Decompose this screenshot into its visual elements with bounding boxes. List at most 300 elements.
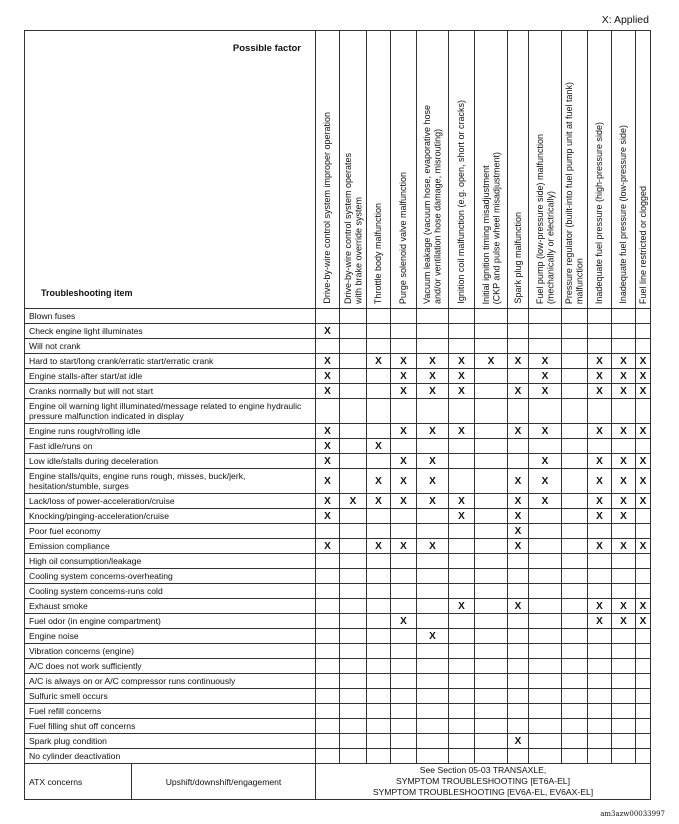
applied-mark-cell bbox=[391, 309, 417, 324]
applied-mark-cell: X bbox=[636, 599, 651, 614]
applied-mark-cell: X bbox=[612, 354, 636, 369]
applied-mark-cell bbox=[529, 569, 562, 584]
applied-mark-cell: X bbox=[508, 384, 529, 399]
applied-mark-cell bbox=[316, 659, 340, 674]
table-row bbox=[25, 734, 651, 749]
applied-mark-cell bbox=[562, 509, 588, 524]
table-row bbox=[25, 659, 651, 674]
factor-column-label: Ignition coil malfunction (e.g. open, short or cracks) bbox=[456, 100, 467, 304]
applied-mark-cell bbox=[588, 734, 612, 749]
applied-mark-cell: X bbox=[529, 369, 562, 384]
applied-mark-cell: X bbox=[612, 494, 636, 509]
applied-mark-cell bbox=[508, 689, 529, 704]
applied-mark-cell bbox=[475, 324, 508, 339]
applied-mark-cell bbox=[529, 749, 562, 764]
applied-mark-cell bbox=[529, 704, 562, 719]
applied-mark-cell bbox=[612, 309, 636, 324]
header-row bbox=[25, 31, 651, 309]
applied-mark-cell: X bbox=[417, 354, 449, 369]
troubleshooting-item: Hard to start/long crank/erratic start/erratic crank bbox=[25, 354, 316, 369]
applied-mark-cell bbox=[562, 599, 588, 614]
troubleshooting-item: Will not crank bbox=[25, 339, 316, 354]
applied-mark-cell bbox=[367, 369, 391, 384]
possible-factor-label: Possible factor bbox=[232, 43, 301, 54]
applied-mark-cell bbox=[475, 674, 508, 689]
applied-mark-cell bbox=[417, 734, 449, 749]
troubleshooting-item: Poor fuel economy bbox=[25, 524, 316, 539]
applied-mark-cell bbox=[562, 569, 588, 584]
applied-mark-cell: X bbox=[529, 384, 562, 399]
applied-mark-cell bbox=[475, 629, 508, 644]
applied-mark-cell bbox=[529, 509, 562, 524]
table-row bbox=[25, 469, 651, 494]
atx-item: ATX concerns bbox=[25, 764, 132, 800]
applied-mark-cell bbox=[340, 454, 367, 469]
applied-mark-cell bbox=[529, 524, 562, 539]
applied-mark-cell bbox=[449, 719, 475, 734]
applied-mark-cell bbox=[316, 399, 340, 424]
applied-mark-cell bbox=[475, 439, 508, 454]
applied-mark-cell bbox=[367, 749, 391, 764]
applied-mark-cell bbox=[367, 399, 391, 424]
troubleshooting-item: Low idle/stalls during deceleration bbox=[25, 454, 316, 469]
applied-mark-cell bbox=[367, 584, 391, 599]
applied-mark-cell: X bbox=[417, 494, 449, 509]
applied-mark-cell: X bbox=[391, 454, 417, 469]
applied-mark-cell bbox=[340, 614, 367, 629]
applied-mark-cell bbox=[316, 599, 340, 614]
troubleshooting-item: No cylinder deactivation bbox=[25, 749, 316, 764]
applied-mark-cell: X bbox=[612, 369, 636, 384]
applied-mark-cell bbox=[475, 644, 508, 659]
applied-mark-cell: X bbox=[588, 384, 612, 399]
applied-mark-cell: X bbox=[588, 369, 612, 384]
applied-mark-cell: X bbox=[612, 424, 636, 439]
applied-mark-cell bbox=[529, 659, 562, 674]
applied-mark-cell: X bbox=[588, 454, 612, 469]
factor-column-label: Drive-by-wire control system improper operation bbox=[322, 112, 333, 304]
applied-mark-cell: X bbox=[417, 469, 449, 494]
applied-mark-cell: X bbox=[316, 369, 340, 384]
applied-mark-cell bbox=[449, 309, 475, 324]
applied-mark-cell bbox=[588, 569, 612, 584]
applied-mark-cell: X bbox=[508, 734, 529, 749]
applied-mark-cell bbox=[316, 749, 340, 764]
legend: X: Applied bbox=[601, 14, 649, 26]
applied-mark-cell bbox=[475, 659, 508, 674]
applied-mark-cell bbox=[367, 309, 391, 324]
applied-mark-cell bbox=[562, 554, 588, 569]
factor-column-header bbox=[529, 31, 562, 309]
applied-mark-cell: X bbox=[449, 354, 475, 369]
applied-mark-cell bbox=[636, 704, 651, 719]
applied-mark-cell: X bbox=[391, 384, 417, 399]
applied-mark-cell bbox=[391, 659, 417, 674]
applied-mark-cell bbox=[529, 689, 562, 704]
applied-mark-cell bbox=[475, 494, 508, 509]
applied-mark-cell bbox=[316, 629, 340, 644]
table-row bbox=[25, 354, 651, 369]
applied-mark-cell bbox=[449, 539, 475, 554]
applied-mark-cell bbox=[508, 704, 529, 719]
applied-mark-cell bbox=[367, 569, 391, 584]
applied-mark-cell bbox=[391, 399, 417, 424]
troubleshooting-item: Fuel odor (in engine compartment) bbox=[25, 614, 316, 629]
applied-mark-cell bbox=[612, 584, 636, 599]
applied-mark-cell bbox=[316, 309, 340, 324]
applied-mark-cell bbox=[636, 339, 651, 354]
applied-mark-cell bbox=[612, 339, 636, 354]
factor-column-label: Initial ignition timing misadjustment (CKP and pulse wheel misadjustment) bbox=[480, 151, 501, 304]
applied-mark-cell bbox=[529, 584, 562, 599]
applied-mark-cell bbox=[316, 584, 340, 599]
table-row bbox=[25, 719, 651, 734]
factor-column-label: Inadequate fuel pressure (low-pressure side) bbox=[618, 125, 629, 304]
applied-mark-cell bbox=[340, 439, 367, 454]
applied-mark-cell bbox=[367, 509, 391, 524]
applied-mark-cell: X bbox=[508, 494, 529, 509]
table-row bbox=[25, 369, 651, 384]
applied-mark-cell bbox=[417, 309, 449, 324]
applied-mark-cell bbox=[340, 689, 367, 704]
applied-mark-cell bbox=[449, 674, 475, 689]
factor-column-label: Pressure regulator (built-into fuel pump unit at fuel tank) malfunction bbox=[564, 81, 585, 304]
applied-mark-cell: X bbox=[636, 384, 651, 399]
factor-column-label: Fuel line restricted or clogged bbox=[637, 185, 648, 304]
factor-column-header bbox=[367, 31, 391, 309]
applied-mark-cell bbox=[340, 674, 367, 689]
applied-mark-cell bbox=[508, 569, 529, 584]
applied-mark-cell bbox=[562, 614, 588, 629]
applied-mark-cell bbox=[340, 424, 367, 439]
applied-mark-cell bbox=[391, 629, 417, 644]
table-row bbox=[25, 384, 651, 399]
applied-mark-cell bbox=[562, 749, 588, 764]
applied-mark-cell bbox=[612, 554, 636, 569]
applied-mark-cell bbox=[367, 689, 391, 704]
applied-mark-cell bbox=[636, 524, 651, 539]
table-row bbox=[25, 674, 651, 689]
factor-column-header bbox=[391, 31, 417, 309]
applied-mark-cell: X bbox=[391, 424, 417, 439]
applied-mark-cell bbox=[475, 309, 508, 324]
applied-mark-cell bbox=[475, 689, 508, 704]
header-corner bbox=[25, 31, 316, 309]
applied-mark-cell bbox=[475, 424, 508, 439]
applied-mark-cell bbox=[417, 524, 449, 539]
applied-mark-cell: X bbox=[612, 384, 636, 399]
applied-mark-cell bbox=[367, 599, 391, 614]
applied-mark-cell: X bbox=[588, 614, 612, 629]
applied-mark-cell bbox=[508, 554, 529, 569]
applied-mark-cell: X bbox=[417, 424, 449, 439]
applied-mark-cell bbox=[475, 384, 508, 399]
atx-row bbox=[25, 764, 651, 800]
applied-mark-cell bbox=[529, 439, 562, 454]
factor-column-header bbox=[636, 31, 651, 309]
applied-mark-cell bbox=[417, 704, 449, 719]
applied-mark-cell bbox=[391, 599, 417, 614]
applied-mark-cell: X bbox=[316, 454, 340, 469]
applied-mark-cell bbox=[529, 399, 562, 424]
applied-mark-cell: X bbox=[612, 454, 636, 469]
applied-mark-cell: X bbox=[449, 494, 475, 509]
applied-mark-cell bbox=[449, 629, 475, 644]
applied-mark-cell bbox=[588, 629, 612, 644]
applied-mark-cell bbox=[588, 584, 612, 599]
applied-mark-cell bbox=[612, 749, 636, 764]
applied-mark-cell bbox=[588, 749, 612, 764]
table-row bbox=[25, 629, 651, 644]
applied-mark-cell bbox=[367, 734, 391, 749]
applied-mark-cell bbox=[475, 734, 508, 749]
applied-mark-cell bbox=[562, 644, 588, 659]
applied-mark-cell bbox=[316, 524, 340, 539]
atx-reference: See Section 05-03 TRANSAXLE, SYMPTOM TROUBLESHOOTING [ET6A-EL] SYMPTOM TROUBLESHOOTING [EV6A-EL, EV6AX-EL] bbox=[316, 764, 651, 800]
applied-mark-cell: X bbox=[417, 539, 449, 554]
table-row bbox=[25, 599, 651, 614]
factor-column-label: Spark plug malfunction bbox=[512, 212, 523, 304]
applied-mark-cell bbox=[529, 324, 562, 339]
applied-mark-cell bbox=[340, 324, 367, 339]
applied-mark-cell bbox=[475, 704, 508, 719]
applied-mark-cell bbox=[417, 614, 449, 629]
applied-mark-cell: X bbox=[391, 494, 417, 509]
applied-mark-cell bbox=[508, 309, 529, 324]
factor-column-label: Purge solenoid valve malfunction bbox=[398, 171, 409, 304]
applied-mark-cell: X bbox=[529, 469, 562, 494]
applied-mark-cell bbox=[367, 719, 391, 734]
applied-mark-cell bbox=[475, 524, 508, 539]
applied-mark-cell bbox=[449, 454, 475, 469]
table-row bbox=[25, 614, 651, 629]
applied-mark-cell bbox=[449, 524, 475, 539]
troubleshooting-item: A/C is always on or A/C compressor runs continuously bbox=[25, 674, 316, 689]
applied-mark-cell bbox=[588, 324, 612, 339]
applied-mark-cell bbox=[391, 339, 417, 354]
applied-mark-cell bbox=[340, 719, 367, 734]
applied-mark-cell bbox=[475, 749, 508, 764]
applied-mark-cell bbox=[417, 599, 449, 614]
applied-mark-cell bbox=[588, 399, 612, 424]
applied-mark-cell bbox=[588, 524, 612, 539]
applied-mark-cell bbox=[475, 399, 508, 424]
applied-mark-cell bbox=[340, 704, 367, 719]
applied-mark-cell bbox=[391, 719, 417, 734]
applied-mark-cell bbox=[316, 734, 340, 749]
applied-mark-cell bbox=[391, 584, 417, 599]
applied-mark-cell bbox=[636, 309, 651, 324]
applied-mark-cell bbox=[449, 399, 475, 424]
applied-mark-cell bbox=[316, 689, 340, 704]
applied-mark-cell: X bbox=[588, 354, 612, 369]
applied-mark-cell bbox=[562, 734, 588, 749]
applied-mark-cell: X bbox=[316, 354, 340, 369]
applied-mark-cell: X bbox=[367, 469, 391, 494]
applied-mark-cell bbox=[562, 384, 588, 399]
applied-mark-cell bbox=[417, 689, 449, 704]
applied-mark-cell: X bbox=[612, 469, 636, 494]
table-row bbox=[25, 689, 651, 704]
applied-mark-cell bbox=[588, 554, 612, 569]
applied-mark-cell bbox=[367, 524, 391, 539]
applied-mark-cell bbox=[588, 674, 612, 689]
applied-mark-cell: X bbox=[508, 469, 529, 494]
troubleshooting-item: Emission compliance bbox=[25, 539, 316, 554]
figure-code: am3azw00033997 bbox=[600, 810, 665, 818]
applied-mark-cell: X bbox=[475, 354, 508, 369]
applied-mark-cell bbox=[612, 569, 636, 584]
applied-mark-cell: X bbox=[636, 539, 651, 554]
applied-mark-cell bbox=[367, 644, 391, 659]
applied-mark-cell bbox=[612, 439, 636, 454]
applied-mark-cell bbox=[562, 524, 588, 539]
applied-mark-cell bbox=[636, 674, 651, 689]
applied-mark-cell bbox=[367, 324, 391, 339]
applied-mark-cell bbox=[562, 399, 588, 424]
applied-mark-cell bbox=[562, 354, 588, 369]
troubleshooting-table bbox=[24, 30, 651, 800]
applied-mark-cell bbox=[636, 569, 651, 584]
applied-mark-cell bbox=[529, 539, 562, 554]
applied-mark-cell bbox=[475, 584, 508, 599]
applied-mark-cell bbox=[417, 339, 449, 354]
applied-mark-cell bbox=[529, 629, 562, 644]
applied-mark-cell bbox=[508, 584, 529, 599]
applied-mark-cell bbox=[612, 399, 636, 424]
applied-mark-cell bbox=[391, 324, 417, 339]
applied-mark-cell bbox=[417, 569, 449, 584]
applied-mark-cell: X bbox=[391, 614, 417, 629]
applied-mark-cell bbox=[316, 614, 340, 629]
applied-mark-cell bbox=[417, 659, 449, 674]
applied-mark-cell bbox=[529, 599, 562, 614]
applied-mark-cell bbox=[340, 354, 367, 369]
applied-mark-cell bbox=[636, 719, 651, 734]
applied-mark-cell: X bbox=[417, 454, 449, 469]
applied-mark-cell bbox=[340, 599, 367, 614]
applied-mark-cell bbox=[367, 704, 391, 719]
table-row bbox=[25, 399, 651, 424]
table-row bbox=[25, 324, 651, 339]
applied-mark-cell bbox=[508, 339, 529, 354]
applied-mark-cell bbox=[449, 584, 475, 599]
applied-mark-cell bbox=[340, 339, 367, 354]
factor-column-header bbox=[449, 31, 475, 309]
applied-mark-cell: X bbox=[449, 509, 475, 524]
applied-mark-cell bbox=[612, 324, 636, 339]
applied-mark-cell bbox=[508, 674, 529, 689]
applied-mark-cell bbox=[562, 584, 588, 599]
applied-mark-cell bbox=[391, 509, 417, 524]
table-row bbox=[25, 749, 651, 764]
applied-mark-cell bbox=[612, 674, 636, 689]
applied-mark-cell: X bbox=[508, 424, 529, 439]
table-row bbox=[25, 509, 651, 524]
applied-mark-cell: X bbox=[636, 424, 651, 439]
applied-mark-cell bbox=[417, 554, 449, 569]
applied-mark-cell bbox=[475, 509, 508, 524]
applied-mark-cell: X bbox=[529, 424, 562, 439]
applied-mark-cell bbox=[562, 369, 588, 384]
factor-column-header bbox=[508, 31, 529, 309]
applied-mark-cell bbox=[508, 644, 529, 659]
factor-column-header bbox=[340, 31, 367, 309]
applied-mark-cell: X bbox=[316, 469, 340, 494]
applied-mark-cell bbox=[562, 659, 588, 674]
applied-mark-cell bbox=[636, 554, 651, 569]
applied-mark-cell: X bbox=[417, 369, 449, 384]
applied-mark-cell bbox=[588, 339, 612, 354]
applied-mark-cell bbox=[562, 454, 588, 469]
applied-mark-cell bbox=[316, 644, 340, 659]
troubleshooting-item: Engine stalls-after start/at idle bbox=[25, 369, 316, 384]
troubleshooting-item: High oil consumption/leakage bbox=[25, 554, 316, 569]
applied-mark-cell bbox=[391, 704, 417, 719]
applied-mark-cell bbox=[417, 674, 449, 689]
factor-column-header bbox=[562, 31, 588, 309]
applied-mark-cell bbox=[340, 369, 367, 384]
applied-mark-cell bbox=[340, 644, 367, 659]
troubleshooting-item: Lack/loss of power-acceleration/cruise bbox=[25, 494, 316, 509]
table-row bbox=[25, 494, 651, 509]
applied-mark-cell bbox=[562, 309, 588, 324]
applied-mark-cell bbox=[449, 439, 475, 454]
applied-mark-cell bbox=[612, 734, 636, 749]
applied-mark-cell bbox=[417, 324, 449, 339]
applied-mark-cell bbox=[449, 734, 475, 749]
applied-mark-cell bbox=[508, 439, 529, 454]
applied-mark-cell bbox=[449, 569, 475, 584]
factor-column-header bbox=[316, 31, 340, 309]
applied-mark-cell bbox=[449, 704, 475, 719]
applied-mark-cell bbox=[508, 369, 529, 384]
table-row bbox=[25, 584, 651, 599]
troubleshooting-item: Fuel refill concerns bbox=[25, 704, 316, 719]
applied-mark-cell bbox=[391, 734, 417, 749]
applied-mark-cell bbox=[529, 719, 562, 734]
table-row bbox=[25, 439, 651, 454]
applied-mark-cell bbox=[367, 424, 391, 439]
applied-mark-cell bbox=[417, 644, 449, 659]
applied-mark-cell bbox=[475, 554, 508, 569]
troubleshooting-item: Engine runs rough/rolling idle bbox=[25, 424, 316, 439]
applied-mark-cell bbox=[475, 719, 508, 734]
applied-mark-cell bbox=[612, 704, 636, 719]
applied-mark-cell bbox=[636, 734, 651, 749]
applied-mark-cell bbox=[340, 584, 367, 599]
applied-mark-cell bbox=[316, 719, 340, 734]
applied-mark-cell bbox=[562, 424, 588, 439]
applied-mark-cell bbox=[508, 399, 529, 424]
applied-mark-cell: X bbox=[588, 599, 612, 614]
troubleshooting-item: Spark plug condition bbox=[25, 734, 316, 749]
applied-mark-cell: X bbox=[588, 539, 612, 554]
applied-mark-cell: X bbox=[391, 469, 417, 494]
applied-mark-cell bbox=[391, 569, 417, 584]
applied-mark-cell bbox=[316, 704, 340, 719]
applied-mark-cell bbox=[340, 399, 367, 424]
applied-mark-cell bbox=[562, 339, 588, 354]
applied-mark-cell bbox=[588, 719, 612, 734]
applied-mark-cell bbox=[367, 629, 391, 644]
applied-mark-cell bbox=[367, 384, 391, 399]
applied-mark-cell: X bbox=[391, 539, 417, 554]
applied-mark-cell bbox=[391, 674, 417, 689]
applied-mark-cell bbox=[588, 644, 612, 659]
applied-mark-cell bbox=[475, 569, 508, 584]
applied-mark-cell: X bbox=[449, 424, 475, 439]
